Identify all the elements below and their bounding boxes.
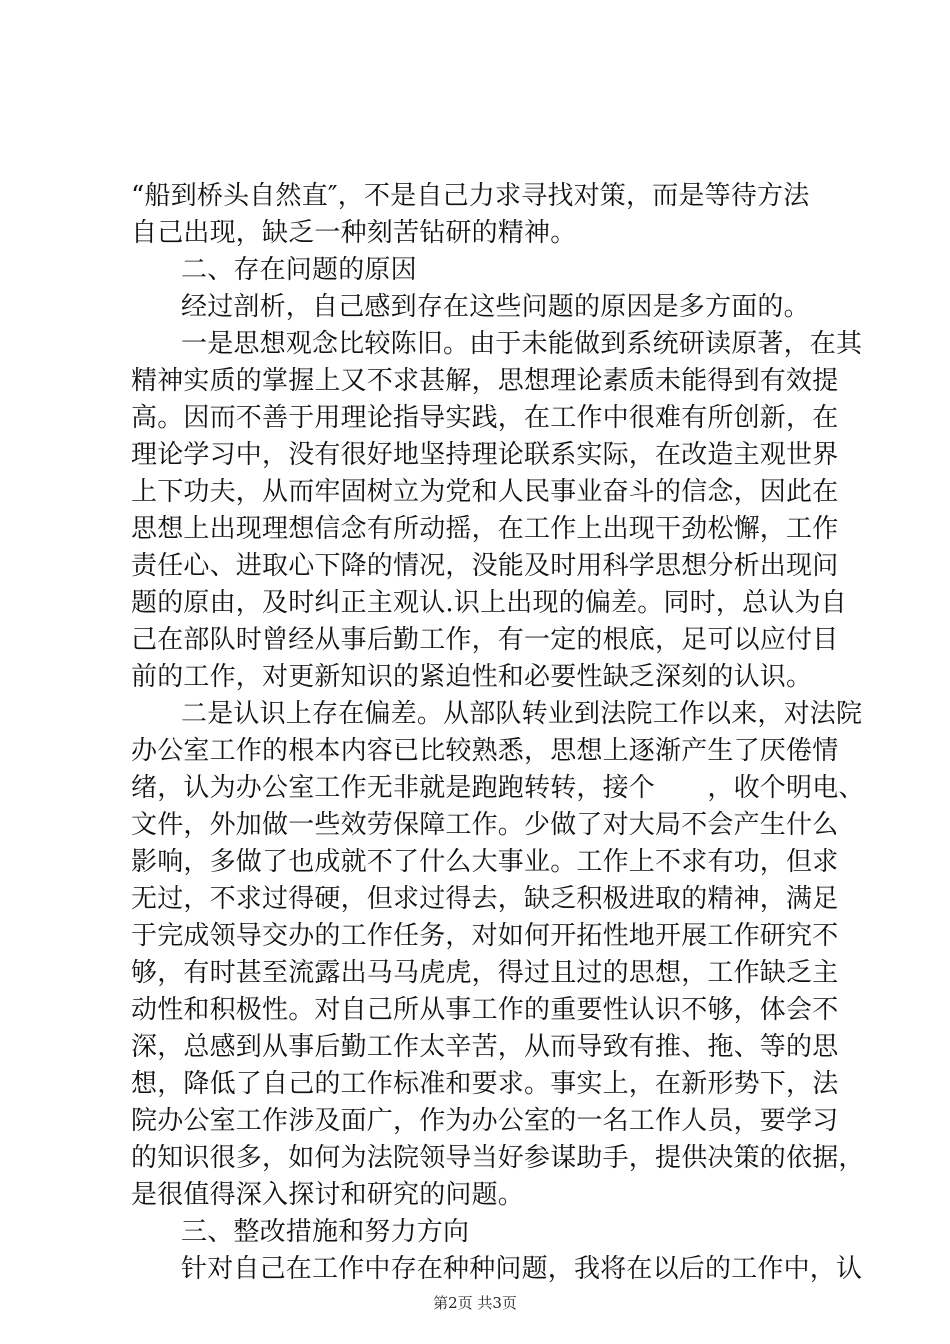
text-line: 是很值得深入探讨和研究的问题。 (131, 1180, 525, 1210)
text-line: 于完成领导交办的工作任务，对如何开拓性地开展工作研究不 (131, 921, 839, 951)
text-line: 深，总感到从事后勤工作太辛苦，从而导致有推、拖、等的思 (131, 1032, 839, 1062)
text-line: 办公室工作的根本内容已比较熟悉，思想上逐渐产生了厌倦情 (131, 736, 839, 766)
text-line: 动性和积极性。对自己所从事工作的重要性认识不够，体会不 (131, 995, 839, 1025)
text-line: 绪，认为办公室工作无非就是跑跑转转，接个 ，收个明电、 (131, 773, 865, 803)
text-line: 针对自己在工作中存在种种问题，我将在以后的工作中，认 (181, 1254, 863, 1284)
page-number-footer: 第2页 共3页 (433, 1294, 517, 1312)
section-heading: 二、存在问题的原因 (181, 255, 417, 285)
text-line: 经过剖析，自己感到存在这些问题的原因是多方面的。 (181, 292, 810, 322)
section-heading: 三、整改措施和努力方向 (181, 1217, 470, 1247)
text-line: 题的原由，及时纠正主观认.识上出现的偏差。同时，总认为自 (131, 588, 847, 618)
text-line: 理论学习中，没有很好地坚持理论联系实际，在改造主观世界 (131, 440, 839, 470)
text-line: 文件，外加做一些效劳保障工作。少做了对大局不会产生什么 (131, 810, 839, 840)
text-line: 想，降低了自己的工作标准和要求。事实上，在新形势下，法 (131, 1069, 839, 1099)
text-line: 一是思想观念比较陈旧。由于未能做到系统研读原著，在其 (181, 329, 863, 359)
text-line: 影响，多做了也成就不了什么大事业。工作上不求有功，但求 (131, 847, 839, 877)
text-line: 责任心、进取心下降的情况，没能及时用科学思想分析出现问 (131, 551, 839, 581)
text-line: 高。因而不善于用理论指导实践，在工作中很难有所创新，在 (131, 403, 839, 433)
text-line: 思想上出现理想信念有所动摇，在工作上出现干劲松懈，工作 (131, 514, 839, 544)
text-line: 前的工作，对更新知识的紧迫性和必要性缺乏深刻的认识。 (131, 662, 813, 692)
text-line: “船到桥头自然直″，不是自己力求寻找对策，而是等待方法 (131, 181, 810, 211)
text-line: 自己出现，缺乏一种刻苦钻研的精神。 (131, 218, 577, 248)
text-line: 无过，不求过得硬，但求过得去，缺乏积极进取的精神，满足 (131, 884, 839, 914)
text-line: 己在部队时曾经从事后勤工作，有一定的根底，足可以应付目 (131, 625, 839, 655)
text-line: 的知识很多，如何为法院领导当好参谋助手，提供决策的依据， (131, 1143, 865, 1173)
text-line: 二是认识上存在偏差。从部队转业到法院工作以来，对法院 (181, 699, 863, 729)
text-line: 够，有时甚至流露出马马虎虎，得过且过的思想，工作缺乏主 (131, 958, 839, 988)
text-line: 院办公室工作涉及面广，作为办公室的一名工作人员，要学习 (131, 1106, 839, 1136)
text-line: 精神实质的掌握上又不求甚解，思想理论素质未能得到有效提 (131, 366, 839, 396)
text-line: 上下功夫，从而牢固树立为党和人民事业奋斗的信念，因此在 (131, 477, 839, 507)
